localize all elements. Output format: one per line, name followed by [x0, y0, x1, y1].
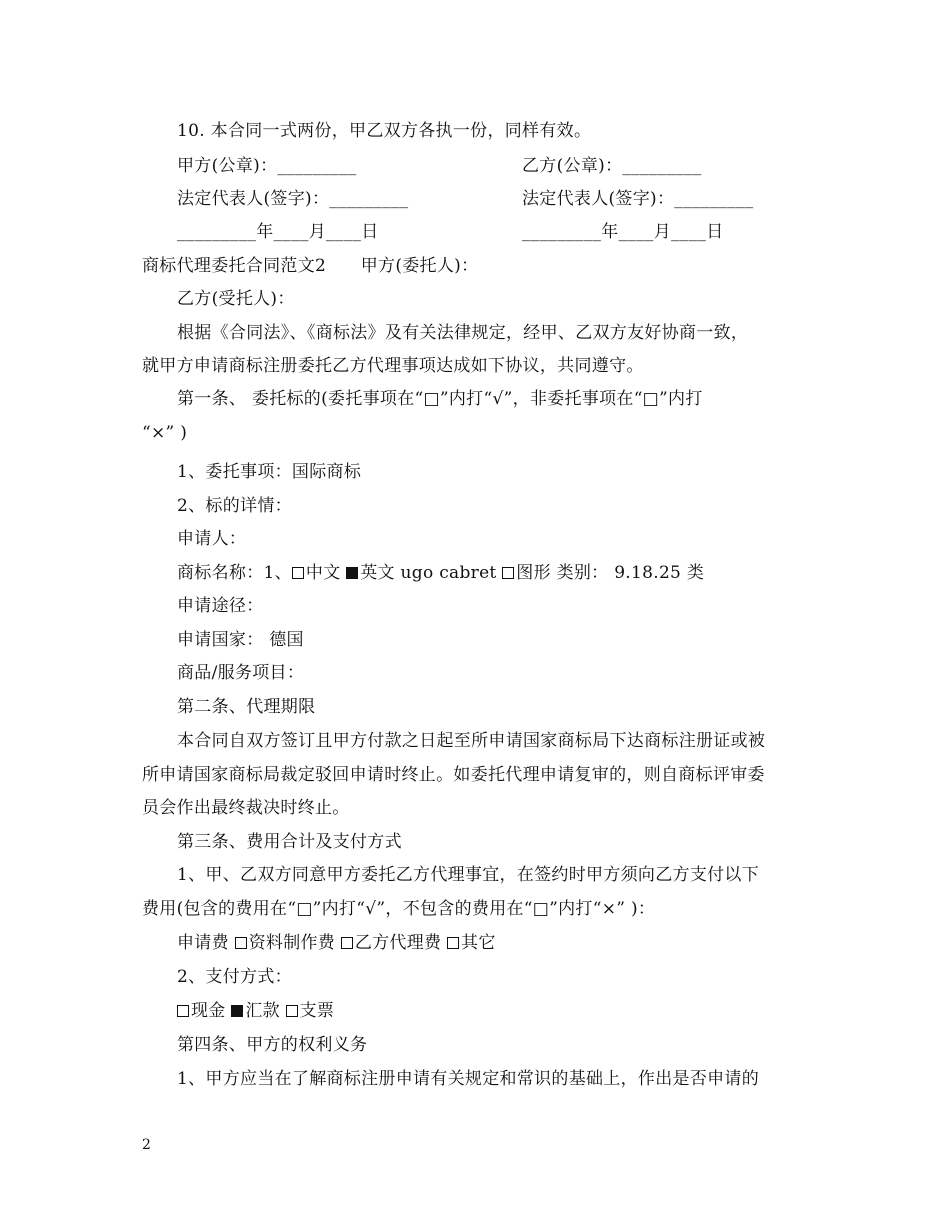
trademark-prefix: 商标名称：1、 — [177, 563, 292, 583]
checkbox-filled-icon — [231, 1005, 243, 1017]
article-3-line-2: 费用(包含的费用在“□”内打“√”，不包含的费用在“□”内打“×” )： — [142, 899, 656, 919]
fee-other: 其它 — [461, 933, 496, 953]
trademark-option-chinese: 中文 — [305, 563, 347, 583]
article-2-line-1: 本合同自双方签订且甲方付款之日起至所申请国家商标局下达商标注册证或被 — [177, 731, 766, 751]
party-b-date-field: _________年____月____日 — [522, 222, 724, 242]
trademark-option-english: 英文 ugo cabret — [360, 563, 503, 583]
article-1-heading: “×” ) — [142, 423, 188, 443]
fee-materials: 资料制作费 — [248, 933, 341, 953]
party-a-representative-field: 法定代表人(签字)：_________ — [177, 189, 409, 209]
contract-title-line: 商标代理委托合同范文2 甲方(委托人)： — [142, 256, 479, 276]
party-b-seal-field: 乙方(公章)：_________ — [522, 156, 702, 176]
preamble-line-1: 根据《合同法》、《商标法》及有关法律规定，经甲、乙双方友好协商一致， — [177, 323, 749, 343]
payment-options-line — [177, 1000, 334, 1022]
checkbox-empty-icon — [177, 1005, 189, 1017]
entrust-item-line: 1、委托事项：国际商标 — [177, 462, 362, 482]
article-4-line-1: 1、甲方应当在了解商标注册申请有关规定和常识的基础上，作出是否申请的 — [177, 1069, 760, 1089]
application-country-line: 申请国家： 德国 — [177, 630, 304, 650]
party-b-representative-field: 法定代表人(签字)：_________ — [522, 189, 754, 209]
checkbox-empty-icon — [235, 937, 247, 949]
payment-method-heading: 2、支付方式： — [177, 967, 292, 987]
fee-agent: 乙方代理费 — [354, 933, 448, 953]
application-route-line: 申请途径： — [177, 596, 264, 616]
party-a-date-field: _________年____月____日 — [177, 222, 379, 242]
article-4-heading: 第四条、甲方的权利义务 — [177, 1035, 368, 1055]
subject-details-line: 2、标的详情： — [177, 496, 292, 516]
party-b-trustee-line: 乙方(受托人)： — [177, 289, 295, 309]
article-2-heading: 第二条、代理期限 — [177, 697, 316, 717]
payment-remittance: 汇款 — [245, 1001, 286, 1021]
article-2-line-3: 员会作出最终裁决时终止。 — [142, 798, 350, 818]
clause-10-text: 10. 本合同一式两份，甲乙双方各执一份，同样有效。 — [177, 121, 592, 141]
fee-application: 申请费 — [177, 933, 235, 953]
fees-line — [177, 932, 496, 954]
payment-cheque: 支票 — [299, 1001, 335, 1021]
checkbox-empty-icon — [447, 937, 459, 949]
checkbox-filled-icon — [346, 567, 358, 579]
checkbox-empty-icon — [502, 567, 514, 579]
article-2-line-2: 所申请国家商标局裁定驳回申请时终止。如委托代理申请复审的，则自商标评审委 — [142, 765, 765, 785]
page-number: 2 — [142, 1137, 151, 1153]
trademark-name-line — [177, 562, 704, 584]
checkbox-empty-icon — [286, 1005, 298, 1017]
goods-services-line: 商品/服务项目： — [177, 663, 305, 683]
trademark-option-graphic: 图形 类别： 9.18.25 类 — [516, 563, 705, 583]
checkbox-empty-icon — [341, 937, 353, 949]
checkbox-empty-icon — [292, 567, 304, 579]
article-1-line-1: 第一条、 委托标的(委托事项在“□”内打“√”，非委托事项在“□”内打 — [177, 389, 703, 409]
party-a-seal-field: 甲方(公章)：_________ — [177, 156, 357, 176]
article-3-heading: 第三条、费用合计及支付方式 — [177, 832, 402, 852]
payment-cash: 现金 — [191, 1001, 232, 1021]
preamble-line-2: 就甲方申请商标注册委托乙方代理事项达成如下协议，共同遵守。 — [142, 356, 644, 376]
article-3-line-1: 1、甲、乙双方同意甲方委托乙方代理事宜，在签约时甲方须向乙方支付以下 — [177, 865, 760, 885]
applicant-line: 申请人： — [177, 529, 247, 549]
